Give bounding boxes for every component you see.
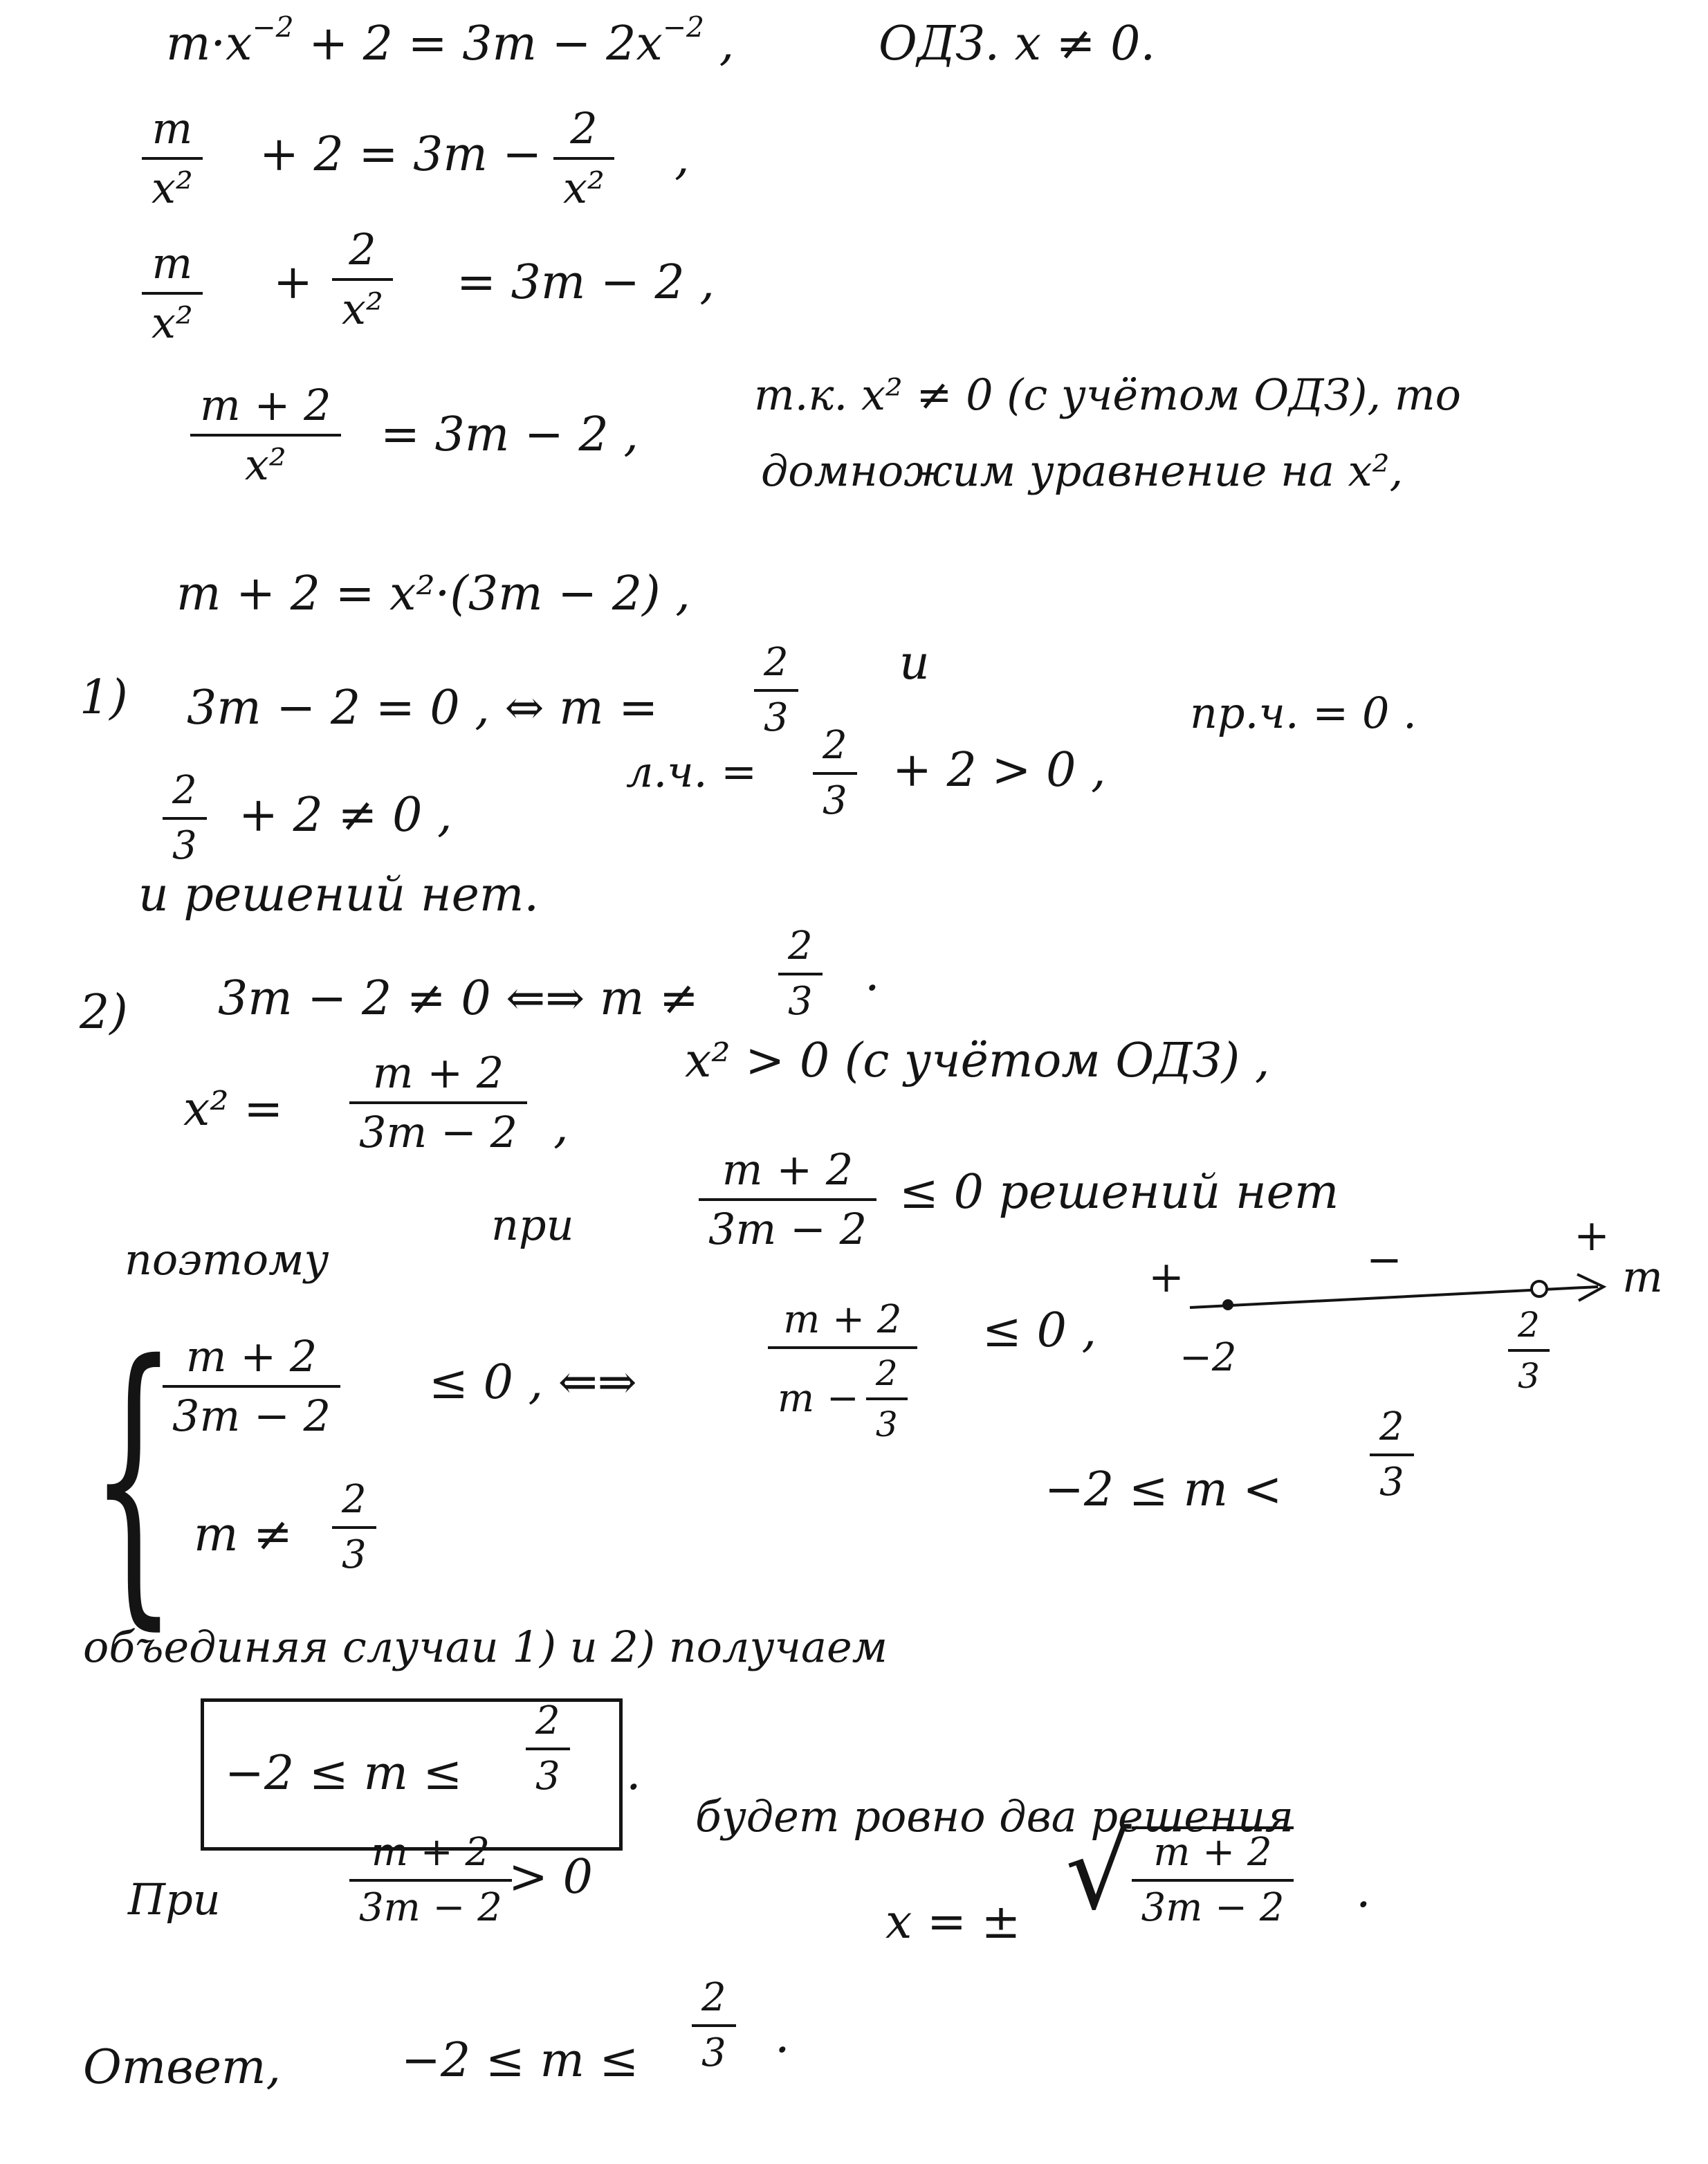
system-equiv-den-text: m −	[778, 1376, 859, 1421]
answer-tail: .	[775, 2009, 790, 2064]
two-sol-root	[1065, 1813, 1294, 1933]
system-equiv-frac: m + 2 m − $\frac{2}{3}$	[768, 1301, 917, 1442]
case2-cond-frac: m + 2 3m − 2	[699, 1148, 876, 1251]
two-sol-gt: > 0	[508, 1850, 593, 1905]
system-equiv-tail: ≤ 0 ,	[982, 1303, 1097, 1358]
line4-note1: т.к. x² ≠ 0 (с учётом ОДЗ), то	[754, 369, 1461, 420]
boxed-frac: 2 3	[526, 1702, 570, 1796]
boxed-tail: .	[626, 1746, 641, 1801]
line2-mid: + 2 = 3m −	[259, 127, 542, 182]
line3-tail: = 3m − 2 ,	[457, 255, 715, 310]
line2-tail: ,	[674, 131, 690, 185]
line1-equation: $m\cdot x^{-2} + 2 = 3m - 2x^{-2}$ ,	[166, 10, 735, 71]
line3-frac-m-x2: m x²	[142, 242, 203, 345]
case2-label: 2)	[80, 985, 128, 1040]
system-row2: m ≠	[194, 1507, 293, 1562]
case1-rhs: пр.ч. = 0 .	[1190, 688, 1417, 738]
line1-odz: ОДЗ. x ≠ 0.	[879, 17, 1156, 71]
case1-label: 1)	[80, 670, 128, 725]
answer-label: Ответ,	[83, 2040, 282, 2095]
case2-therefore: поэтому	[125, 1234, 329, 1285]
line4-note2: домножим уравнение на x²,	[761, 446, 1404, 496]
system-brace: {	[90, 1301, 177, 1655]
numberline-axis-label: m	[1622, 1251, 1663, 1302]
case1-frac: 2 3	[754, 643, 798, 737]
line5-equation: m + 2 = x²·(3m − 2) ,	[176, 567, 690, 621]
system-result: −2 ≤ m <	[1045, 1462, 1283, 1517]
case1-conclusion: и решений нет.	[138, 868, 539, 922]
two-sol-note: будет ровно два решения	[695, 1791, 1294, 1842]
two-sol-root-frac: $\frac{m + 2}{3m - 2}$	[1132, 1833, 1294, 1927]
system-result-frac: 2 3	[1370, 1408, 1414, 1502]
case2-pri: при	[491, 1200, 574, 1250]
answer-text: −2 ≤ m ≤	[401, 2033, 639, 2088]
system-row2-frac: 2 3	[332, 1480, 376, 1575]
case2-eq: 3m − 2 ≠ 0 ⇐⇒ m ≠	[218, 971, 699, 1026]
combine-text: объединяя случаи 1) и 2) получаем	[83, 1622, 888, 1672]
case1-lhs-frac: 2 3	[813, 726, 857, 820]
two-sol-tail: .	[1356, 1864, 1371, 1918]
answer-frac: 2 3	[692, 1979, 736, 2073]
case1-lhs-tail: + 2 > 0 ,	[892, 743, 1106, 798]
case2-tail: .	[865, 947, 880, 1002]
case1-eq: 3m − 2 = 0 , ⇔ m =	[187, 681, 659, 735]
two-sol-frac: m + 2 3m − 2	[349, 1833, 512, 1927]
numberline-left-point: −2	[1179, 1335, 1237, 1380]
case1-and: и	[899, 636, 930, 690]
system-frac: m + 2 3m − 2	[163, 1335, 340, 1438]
case1-check-tail: + 2 ≠ 0 ,	[239, 788, 452, 843]
case2-positive: x² > 0 (с учётом ОДЗ) ,	[685, 1034, 1270, 1088]
line4-tail: = 3m − 2 ,	[380, 407, 639, 462]
numberline-plus-right: +	[1574, 1210, 1610, 1260]
numberline-right-point: 2 3	[1508, 1308, 1550, 1393]
line2-frac-2-x2: 2 x²	[553, 107, 614, 210]
system-equiv-den-frac: $\frac{2}{3}$	[866, 1356, 908, 1442]
case2-frac: 2 3	[778, 927, 823, 1021]
numberline-plus-left: +	[1148, 1251, 1184, 1302]
line2-frac-m-x2: m x²	[142, 107, 203, 210]
system-frac-tail: ≤ 0 , ⇐⇒	[429, 1355, 637, 1410]
numberline-minus-mid: −	[1366, 1234, 1402, 1285]
case1-lhs: л.ч. =	[626, 746, 757, 797]
case2-x2: x² =	[183, 1082, 284, 1137]
case1-check-frac: 2 3	[163, 771, 207, 865]
two-sol-x: x = ±	[885, 1895, 1021, 1950]
sqrt-icon: √	[1065, 1813, 1132, 1933]
line4-frac: m + 2 x²	[190, 384, 341, 486]
line3-frac-2-x2: 2 x²	[332, 228, 393, 331]
case2-x2-tail: ,	[553, 1099, 569, 1154]
line3-plus: +	[273, 255, 313, 310]
case2-x2-frac: m + 2 3m − 2	[349, 1052, 527, 1154]
boxed-text: −2 ≤ m ≤	[225, 1746, 463, 1801]
two-sol-pri: При	[128, 1874, 221, 1925]
case2-cond-tail: ≤ 0 решений нет	[899, 1165, 1339, 1220]
